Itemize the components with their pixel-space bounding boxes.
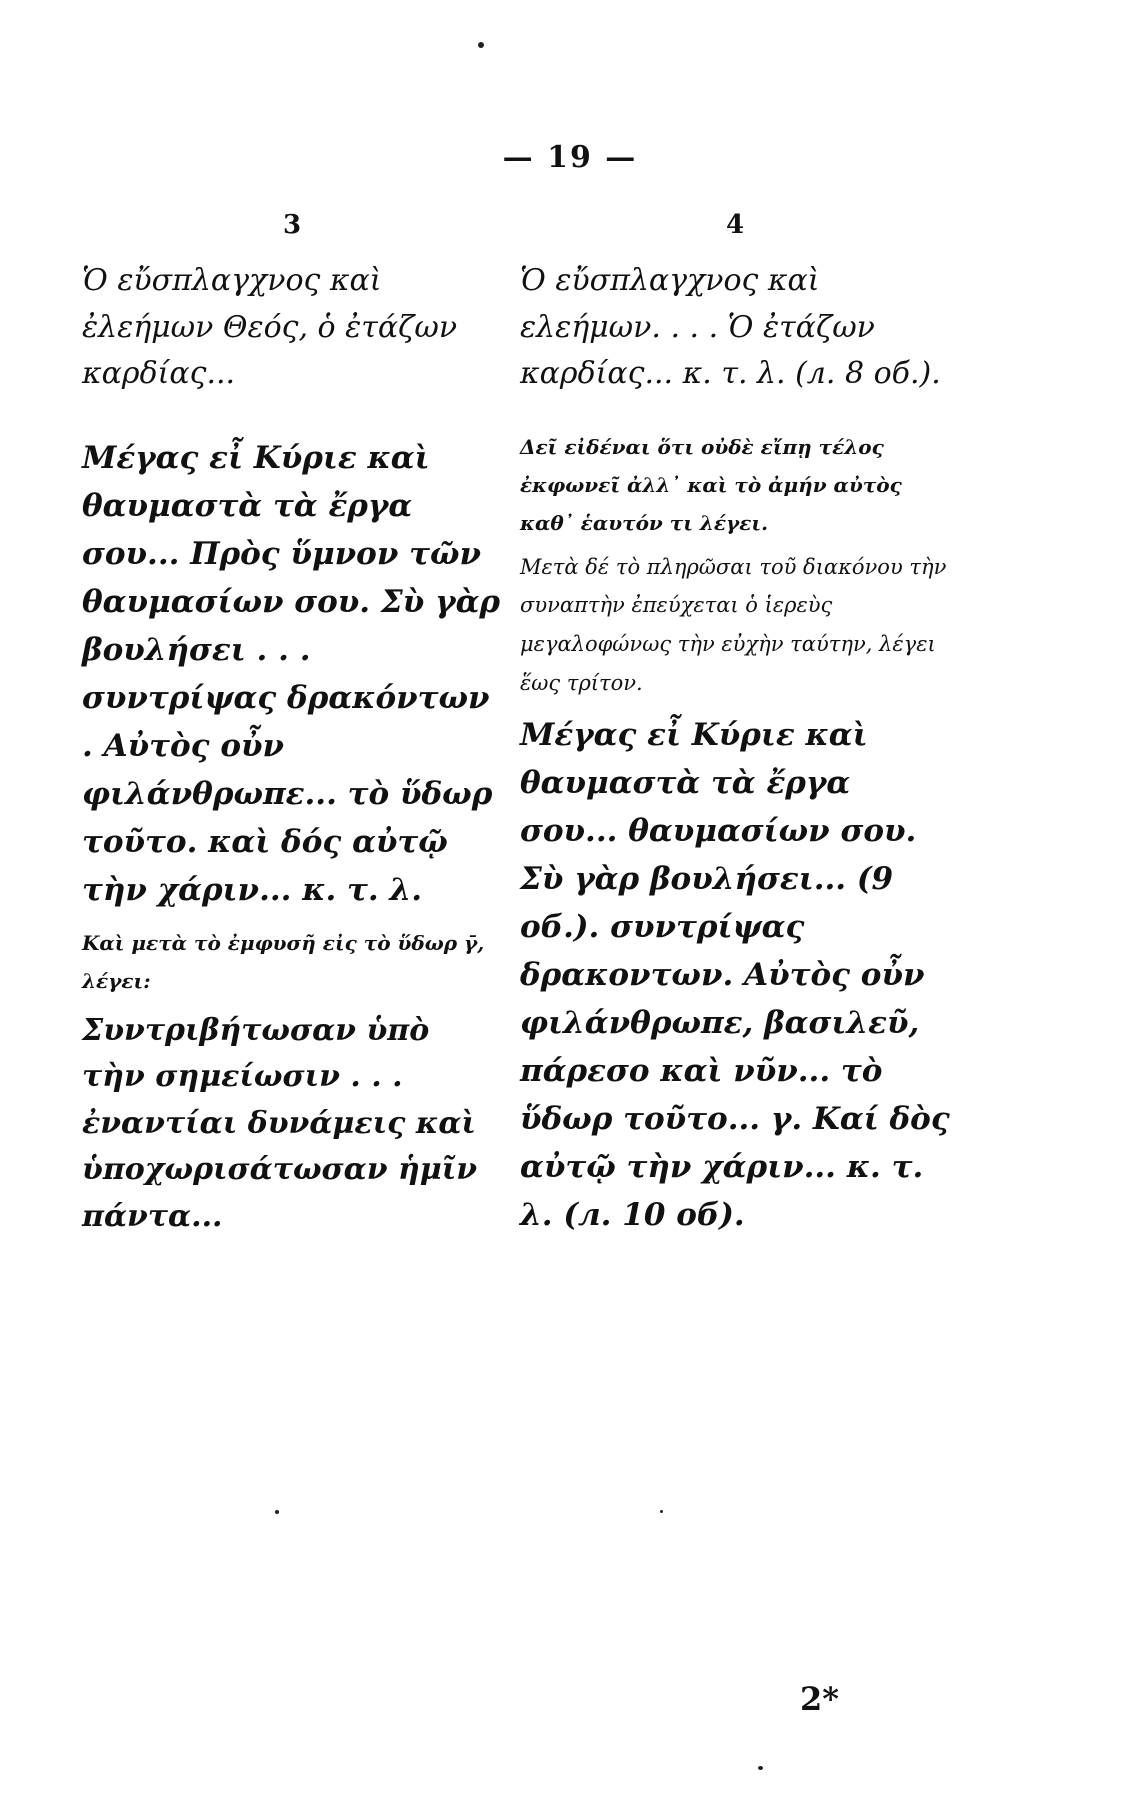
print-speck: [478, 42, 484, 48]
intro-paragraph: Ὁ εὔσπλαγχνος καὶ ἐλεήμων Θεός, ὁ ἐτάζων καρδίας...: [82, 263, 458, 391]
right-column: [520, 210, 950, 1239]
hymn-paragraph: Μέγας εἶ Κύριε καὶ θαυμαστὰ τὰ ἔργα σου... Πρὸς ὕμνον τῶν θαυμασίων σου. Σὺ γὰρ βουλήσει . . . συντρίψας δρακόντων . Αὐτὸς οὖν φιλάνθρωπε... τὸ ὕδωρ τοῦτο. καὶ δός αὐτῷ τὴν χάριν... κ. τ. λ.: [82, 439, 501, 908]
section-number-4: 4: [725, 210, 745, 240]
hymn-paragraph: Μέγας εἶ Κύριε καὶ θαυμαστὰ τὰ ἔργα σου... θαυμασίων σου. Σὺ γὰρ βουλήσει... (9 об.). συντρίψας δρακοντων. Αὐτὸς οὖν φιλάνθρωπε, βασιλεῦ, πάρεσο καὶ νῦν... τὸ ὕδωρ τοῦτο... γ. Καί δὸς αὐτῷ τὴν χάριν... κ. τ. λ. (л. 10 об).: [520, 716, 950, 1234]
print-speck: [660, 1510, 663, 1513]
print-speck: [275, 1510, 279, 1514]
left-column: [82, 210, 502, 1240]
rubric-paragraph: Καὶ μετὰ τὸ ἐμφυσῆ εἰς τὸ ὕδωρ γ̄, λέγει:: [82, 930, 485, 993]
page-number: — 19 —: [502, 140, 638, 175]
rubric-paragraph-2: Μετὰ δέ τὸ πληρῶσαι τοῦ διακόνου τὴν συναπτὴν ἐπεύχεται ὁ ἱερεὺς μεγαλοφώνως τὴν εὐχὴν ταύτην, λέγει ἕως τρίτον.: [520, 554, 947, 696]
rubric-paragraph-1: Δεῖ εἰδέναι ὅτι οὐδὲ εἴπῃ τέλος ἐκφωνεῖ ἀλλ᾽ καὶ τὸ ἀμήν αὐτὸς καθ᾽ ἑαυτόν τι λέγει.: [520, 434, 902, 535]
print-speck: [758, 1766, 763, 1770]
intro-paragraph: Ὁ εὔσπλαγχνος καὶ ελεήμων. . . . Ὁ ἐτάζων καρδίας... κ. τ. λ. (л. 8 об.).: [520, 263, 941, 391]
prayer-paragraph: Συντριβήτωσαν ὑπὸ τὴν σημείωσιν . . . ἐναντίαι δυνάμεις καὶ ὑποχωρισάτωσαν ἡμῖν πάντα...: [82, 1012, 478, 1234]
section-number-3: 3: [282, 210, 302, 240]
signature-mark: 2*: [800, 1680, 839, 1718]
